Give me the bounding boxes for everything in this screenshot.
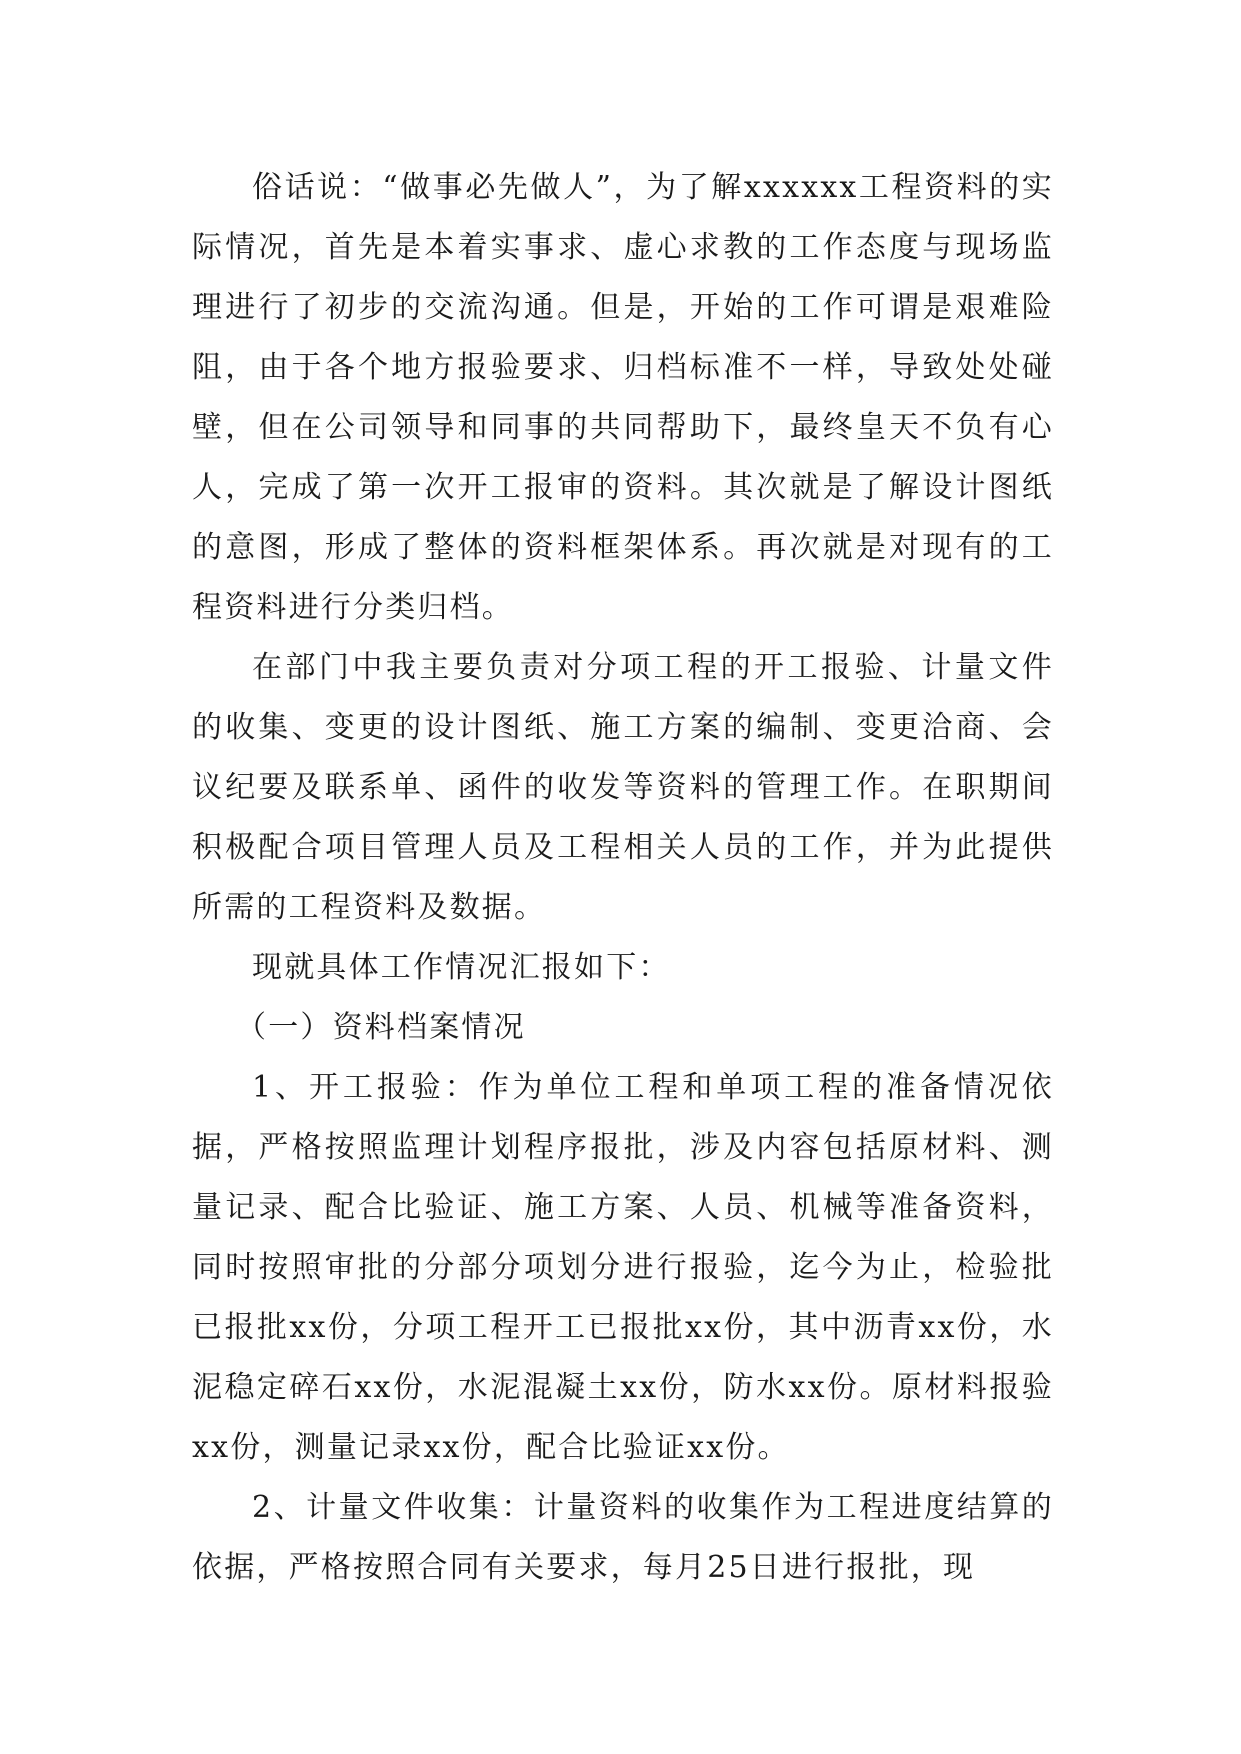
paragraph-item-2: 2、计量文件收集：计量资料的收集作为工程进度结算的依据，严格按照合同有关要求，每月25日进行报批，现: [192, 1490, 1054, 1585]
paragraph-responsibilities: 在部门中我主要负责对分项工程的开工报验、计量文件的收集、变更的设计图纸、施工方案的编制、变更洽商、会议纪要及联系单、函件的收发等资料的管理工作。在职期间积极配合项目管理人员及工程相关人员的工作，并为此提供所需的工程资料及数据。: [192, 650, 1054, 925]
section-heading-archives: （一）资料档案情况: [236, 1010, 526, 1045]
paragraph-item-1: 1、开工报验：作为单位工程和单项工程的准备情况依据，严格按照监理计划程序报批，涉及内容包括原材料、测量记录、配合比验证、施工方案、人员、机械等准备资料，同时按照审批的分部分项划分进行报验，迄今为止，检验批已报批xx份，分项工程开工已报批xx份，其中沥青xx份，水泥稳定碎石xx份，水泥混凝土xx份，防水xx份。原材料报验xx份，测量记录xx份，配合比验证xx份。: [192, 1070, 1054, 1465]
paragraph-intro: 俗话说：“做事必先做人”，为了解xxxxxx工程资料的实际情况，首先是本着实事求、虚心求教的工作态度与现场监理进行了初步的交流沟通。但是，开始的工作可谓是艰难险阻，由于各个地方报验要求、归档标准不一样，导致处处碰壁，但在公司领导和同事的共同帮助下，最终皇天不负有心人，完成了第一次开工报审的资料。其次就是了解设计图纸的意图，形成了整体的资料框架体系。再次就是对现有的工程资料进行分类归档。: [192, 170, 1054, 625]
paragraph-report-lead: 现就具体工作情况汇报如下：: [252, 950, 671, 985]
document-body: [192, 158, 1054, 1598]
